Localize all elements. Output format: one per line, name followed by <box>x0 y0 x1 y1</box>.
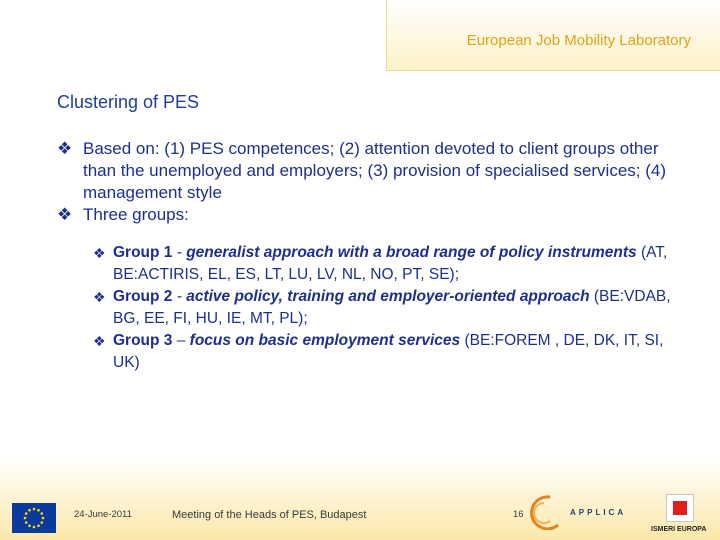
footer-meeting: Meeting of the Heads of PES, Budapest <box>172 509 367 521</box>
bullet-icon: ❖ <box>93 333 106 349</box>
footer-date: 24-June-2011 <box>74 509 132 520</box>
bullet-icon: ❖ <box>93 289 106 305</box>
group-item <box>93 330 677 374</box>
bullet-item <box>57 204 677 226</box>
group-separator: - <box>172 244 187 261</box>
group-item <box>93 242 677 286</box>
bullet-text: Three groups: <box>83 205 189 224</box>
page-number: 16 <box>513 509 524 520</box>
applica-logo-text: APPLICA <box>570 508 627 517</box>
group-description: active policy, training and employer-oriented approach <box>186 288 590 305</box>
bullet-text: Based on: (1) PES competences; (2) attention devoted to client groups other than the unemployed and employers; (3) provision of specialised services; (4) management style <box>83 139 667 202</box>
group-name: Group 1 <box>113 244 173 261</box>
group-list <box>57 242 677 374</box>
group-separator: - <box>172 288 187 305</box>
ismeri-logo-text: ISMERI EUROPA <box>651 526 707 533</box>
bullet-list <box>57 138 677 374</box>
group-members: (BE:VDAB, BG, EE, FI, HU, IE, MT, PL); <box>113 288 671 327</box>
bullet-item <box>57 138 677 204</box>
group-description: focus on basic employment services <box>189 332 461 349</box>
applica-logo <box>528 494 628 530</box>
group-item <box>93 286 677 330</box>
header-banner <box>386 0 720 71</box>
group-separator: – <box>172 332 190 349</box>
group-members: (BE:FOREM , DE, DK, IT, SI, UK) <box>113 332 664 371</box>
group-name: Group 3 <box>113 332 173 349</box>
eu-flag-icon <box>12 503 56 533</box>
ismeri-logo <box>666 494 694 522</box>
header-title: European Job Mobility Laboratory <box>466 32 691 49</box>
bullet-icon: ❖ <box>57 139 73 158</box>
group-description: generalist approach with a broad range of policy instruments <box>186 244 637 261</box>
group-name: Group 2 <box>113 288 173 305</box>
group-members: (AT, BE:ACTIRIS, EL, ES, LT, LU, LV, NL, NO, PT, SE); <box>113 244 668 283</box>
footer <box>0 458 720 540</box>
bullet-icon: ❖ <box>93 245 106 261</box>
slide-title: Clustering of PES <box>57 92 200 112</box>
bullet-icon: ❖ <box>57 205 73 224</box>
